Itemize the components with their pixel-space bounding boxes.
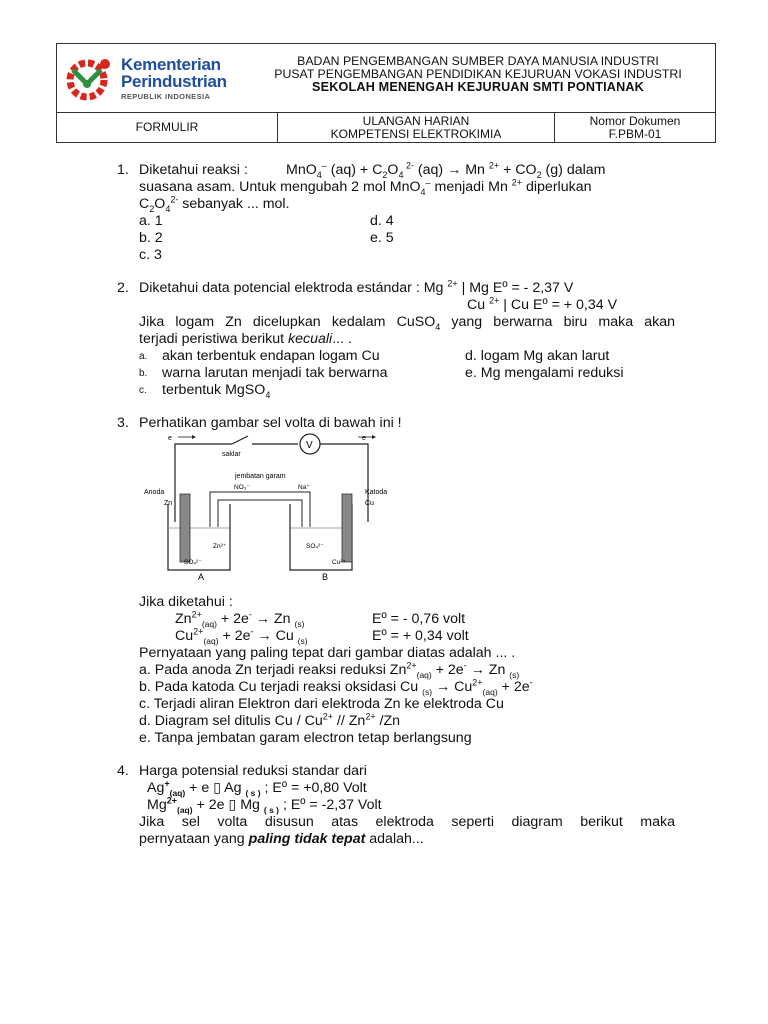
q2-number: 2.: [117, 280, 129, 296]
school-name: SEKOLAH MENENGAH KEJURUAN SMTI PONTIANAK: [312, 80, 644, 94]
form-label: FORMULIR: [57, 112, 278, 143]
electron-arrowhead-left: [192, 435, 196, 439]
q1-reaction: MnO$_4$– $(aq) + C_2O_4$ $^{2-}$ (aq) → Mn $^{2+} + CO_2$ (g) dalam: [286, 160, 606, 180]
salt-bridge-label: jembatan garam: [235, 473, 286, 480]
q2-option-e: e. Mg mengalami reduksi: [465, 365, 624, 381]
e-right-label: e: [362, 435, 366, 442]
q3-option-b: b. Pada katoda Cu terjadi reaksi oksidasi Cu $_{(s)} \to Cu^{2+}_{(aq)} + 2e^-$: [139, 677, 533, 697]
logo-text-2: Perindustrian: [121, 72, 227, 91]
q1-option-d: d. 4: [370, 213, 394, 229]
q2-option-a-letter: a.: [139, 351, 148, 362]
q3-potential-zn: Eº = - 0,76 volt: [372, 611, 466, 627]
zn-label: Zn: [164, 500, 173, 507]
q4-line-3: Jika sel volta disusun atas elektroda seperti diagram berikut maka: [139, 814, 675, 830]
q4-number: 4.: [117, 763, 129, 779]
q1-option-c: c. 3: [139, 247, 162, 263]
org-line-1: BADAN PENGEMBANGAN SUMBER DAYA MANUSIA INDUSTRI: [297, 54, 659, 68]
q2-option-a: akan terbentuk endapan logam Cu: [162, 348, 380, 364]
q3-option-c: c. Terjadi aliran Elektron dari elektroda Zn ke elektroda Cu: [139, 696, 504, 712]
doc-number-label: Nomor Dokumen: [589, 114, 681, 128]
logo-text-3: REPUBLIK INDONESIA: [121, 92, 211, 101]
cu-ion-label: Cu²⁺: [332, 559, 346, 566]
zinc-electrode: [180, 494, 190, 562]
salt-bridge-outer: [210, 492, 310, 527]
sodium-label: Na⁺: [298, 484, 310, 491]
q2-option-c-letter: c.: [139, 385, 147, 396]
logo-text-1: Kementerian: [121, 55, 221, 74]
cu-label: Cu: [365, 500, 374, 507]
q1-option-b: b. 2: [139, 230, 163, 246]
q3-lead: Perhatikan gambar sel volta di bawah ini !: [139, 415, 402, 431]
sulfate-left-label: SO₄²⁻: [184, 559, 202, 566]
anode-label: Anoda: [144, 489, 165, 496]
switch-lever: [232, 436, 248, 444]
voltmeter-label: V: [306, 440, 313, 451]
electron-arrowhead-right: [372, 435, 376, 439]
q2-option-b-letter: b.: [139, 368, 148, 379]
q3-option-d: d. Diagram sel ditulis Cu / $Cu^{2+} // Zn^{2+}$ /Zn: [139, 711, 401, 729]
q1-line-3: $C_2O_4^{2-}$ sebanyak ... mol.: [139, 194, 290, 214]
q1-line-2: suasana asam. Untuk mengubah 2 mol MnO$_4$– menjadi Mn $^{2+}$ diperlukan: [139, 177, 592, 197]
q3-reaction-cu: $Cu^{2+}_{(aq)} + 2e^- \to Cu$ $_{(s)}$: [175, 626, 308, 646]
q3-option-a: a. Pada anoda Zn terjadi reaksi reduksi $Zn^{2+}_{(aq)} + 2e^- \to Zn$ $_{(s)}$: [139, 660, 520, 680]
q4-lead: Harga potensial reduksi standar dari: [139, 763, 367, 779]
q1-option-a: a. 1: [139, 213, 163, 229]
q1-number: 1.: [117, 162, 129, 178]
q2-cu-potential: Cu $^{2+}$ | Cu Eº = + 0,34 V: [467, 295, 618, 313]
zn-ion-label: Zn²⁺: [213, 543, 227, 550]
q3-potential-cu: Eº = + 0,34 volt: [372, 628, 469, 644]
doc-number-value: F.PBM-01: [608, 127, 662, 141]
beaker-b-label: B: [322, 572, 329, 582]
q2-option-b: warna larutan menjadi tak berwarna: [162, 365, 388, 381]
switch-label: saklar: [222, 451, 241, 458]
q2-option-c: terbentuk MgSO$_4$: [162, 382, 271, 400]
q4-silver-reaction: $Ag^+_{(aq)} + e$ ▯ Ag $_{( s )}$ ; Eº = +0,80 Volt: [147, 778, 367, 798]
q4-magnesium-reaction: $Mg^{2+}_{(aq)} + 2e$ ▯ Mg $_{( s )}$ ; Eº = -2,37 Volt: [147, 795, 382, 815]
org-line-2: PUSAT PENGEMBANGAN PENDIDIKAN KEJURUAN VOKASI INDUSTRI: [274, 67, 682, 81]
cathode-label: Katoda: [365, 489, 388, 496]
e-left-label: e: [168, 435, 172, 442]
nitrate-label: NO₃⁻: [234, 484, 250, 491]
q2-line-4: terjadi peristiwa berikut kecuali... .: [139, 331, 352, 347]
q3-statement: Pernyataan yang paling tepat dari gambar diatas adalah ... .: [139, 645, 516, 661]
q1-option-e: e. 5: [370, 230, 394, 246]
q3-number: 3.: [117, 415, 129, 431]
q3-reaction-zn: $Zn^{2+}_{(aq)} + 2e^- \to Zn$ $_{(s)}$: [175, 609, 305, 629]
beaker-a-label: A: [198, 572, 205, 582]
q3-known: Jika diketahui :: [139, 594, 233, 610]
sulfate-right-label: SO₄²⁻: [306, 543, 324, 550]
q2-option-d: d. logam Mg akan larut: [465, 348, 610, 364]
q2-lead: Diketahui data potencial elektroda estándar : Mg $^{2+}$ | Mg Eº = - 2,37 V: [139, 278, 574, 296]
q4-line-4: pernyataan yang paling tidak tepat adalah...: [139, 831, 424, 847]
q2-line-3: Jika logam Zn dicelupkan kedalam CuSO$_4$ yang berwarna biru maka akan: [139, 314, 675, 332]
volta-cell-diagram: [140, 432, 400, 584]
q3-option-e: e. Tanpa jembatan garam electron tetap berlangsung: [139, 730, 472, 746]
exam-title-1: ULANGAN HARIAN: [362, 114, 470, 128]
exam-title-2: KOMPETENSI ELEKTROKIMIA: [330, 127, 502, 141]
copper-electrode: [342, 494, 352, 562]
q1-lead: Diketahui reaksi :: [139, 162, 248, 178]
